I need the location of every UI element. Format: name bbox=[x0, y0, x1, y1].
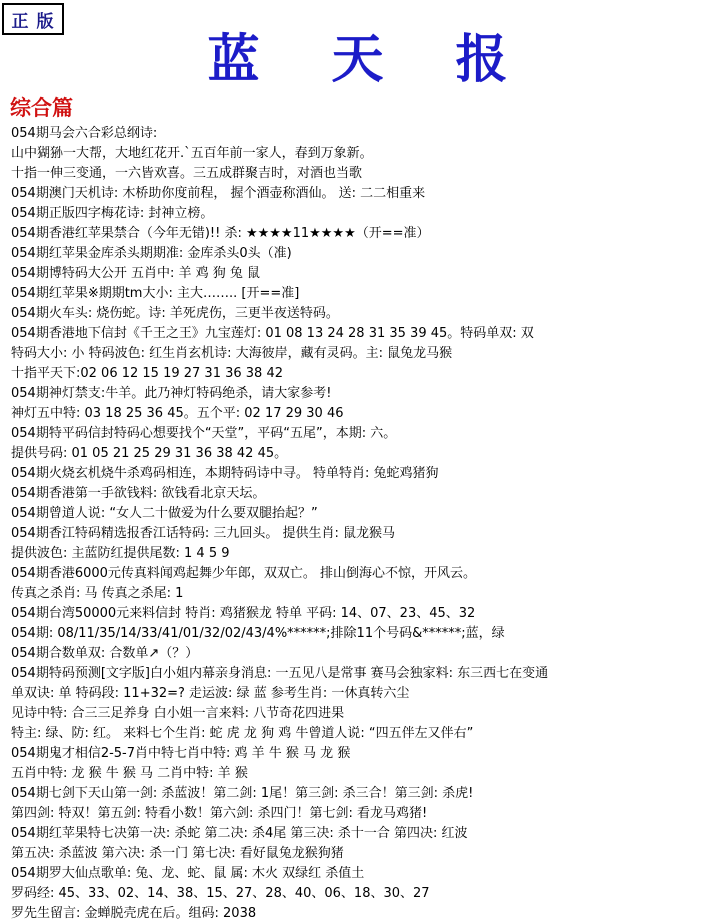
text-line: 单双诀: 单 特码段: 11+32=? 走运波: 绿 蓝 参考生肖: 一休真转六尘 bbox=[11, 686, 410, 701]
text-line: 054期红苹果※期期tm大小: 主大…….. [开==准] bbox=[11, 286, 300, 301]
text-line: 054期香港红苹果禁合（今年无错)!! 杀: ★★★★11★★★★（开==准） bbox=[11, 226, 430, 241]
text-line: 054期红苹果金库杀头期期准: 金库杀头0头（准) bbox=[11, 246, 292, 261]
text-line: 054期罗大仙点歌单: 兔、龙、蛇、鼠 属: 木火 双绿红 杀值土 bbox=[11, 866, 365, 881]
text-line: 054期火烧玄机烧牛杀鸡码相连，本期特码诗中寻。 特单特肖: 兔蛇鸡猪狗 bbox=[11, 466, 439, 481]
text-line: 054期香江特码精选报香江话特码: 三九回头。 提供生肖: 鼠龙猴马 bbox=[11, 526, 395, 541]
text-line: 054期香港第一手欲钱料: 欲钱看北京天坛。 bbox=[11, 486, 266, 501]
text-line: 054期七剑下天山第一剑: 杀蓝波！第二剑: 1尾！第三剑: 杀三合！第三剑: 杀虎! bbox=[11, 786, 474, 801]
text-line: 神灯五中特: 03 18 25 36 45。五个平: 02 17 29 30 46 bbox=[11, 406, 344, 421]
text-line: 提供号码: 01 05 21 25 29 31 36 38 42 45。 bbox=[11, 446, 288, 461]
text-line: 第四剑: 特双！第五剑: 特看小数！第六剑: 杀四门！第七剑: 看龙马鸡猪! bbox=[11, 806, 428, 821]
text-line: 见诗中特: 合三三足养身 白小姐一言来料: 八节奇花四进果 bbox=[11, 706, 345, 721]
authentic-badge: 正 版 bbox=[2, 3, 64, 35]
text-line: 罗码经: 45、33、02、14、38、15、27、28、40、06、18、30、27 bbox=[11, 886, 430, 901]
text-line: 054期曾道人说: “女人二十做爱为什么要双腿抬起？” bbox=[11, 506, 318, 521]
text-line: 第五决: 杀蓝波 第六决: 杀一门 第七决: 看好鼠兔龙猴狗猪 bbox=[11, 846, 344, 861]
text-line: 054期香港地下信封《千王之王》九宝莲灯: 01 08 13 24 28 31 35 39 45。特码单双: 双 bbox=[11, 326, 534, 341]
content-lines bbox=[11, 124, 711, 924]
text-line: 054期博特码大公开 五肖中: 羊 鸡 狗 兔 鼠 bbox=[11, 266, 260, 281]
text-line: 十指平天下:02 06 12 15 19 27 31 36 38 42 bbox=[11, 366, 283, 381]
page-title: 蓝天报 bbox=[207, 29, 580, 90]
text-line: 054期澳门天机诗: 木桥助你度前程， 握个酒壶称酒仙。 送: 二二相重来 bbox=[11, 186, 426, 201]
text-line: 054期香港6000元传真料闻鸡起舞少年郎，双双亡。 排山倒海心不惊，开风云。 bbox=[11, 566, 477, 581]
text-line: 054期红苹果特七决第一决: 杀蛇 第二决: 杀4尾 第三决: 杀十一合 第四决: 红波 bbox=[11, 826, 468, 841]
text-line: 五肖中特: 龙 猴 牛 猴 马 二肖中特: 羊 猴 bbox=[11, 766, 248, 781]
text-line: 传真之杀肖: 马 传真之杀尾: 1 bbox=[11, 586, 184, 601]
text-line: 054期特码预测[文字版]白小姐内幕亲身消息: 一五见八是常事 赛马会独家料: 东三西七在变通 bbox=[11, 666, 549, 681]
text-line: 054期鬼才相信2-5-7肖中特七肖中特: 鸡 羊 牛 猴 马 龙 猴 bbox=[11, 746, 351, 761]
text-line: 054期: 08/11/35/14/33/41/01/32/02/43/4%******;排除11个号码&******;蓝，绿 bbox=[11, 626, 505, 641]
text-line: 特主: 绿、防: 红。 来料七个生肖: 蛇 虎 龙 狗 鸡 牛曾道人说: “四五伴左又伴右” bbox=[11, 726, 474, 741]
section-heading: 综合篇 bbox=[10, 95, 73, 120]
text-line: 054期神灯禁支:牛羊。此乃神灯特码绝杀，请大家参考! bbox=[11, 386, 332, 401]
text-line: 罗先生留言: 金蝉脱壳虎在后。组码: 2038 bbox=[11, 906, 257, 921]
text-line: 054期特平码信封特码心想要找个“天堂”，平码“五尾”，本期: 六。 bbox=[11, 426, 397, 441]
text-line: 054期马会六合彩总纲诗: bbox=[11, 126, 158, 141]
text-line: 054期火车头: 烧伤蛇。诗: 羊死虎伤，三更半夜送特码。 bbox=[11, 306, 339, 321]
text-line: 054期台湾50000元来料信封 特肖: 鸡猪猴龙 特单 平码: 14、07、23、45、32 bbox=[11, 606, 476, 621]
text-line: 十指一伸三变通，一六皆欢喜。三五成群聚吉时，对酒也当歌 bbox=[11, 166, 363, 181]
text-line: 特码大小: 小 特码波色: 红生肖玄机诗: 大海彼岸，藏有灵码。主: 鼠兔龙马猴 bbox=[11, 346, 453, 361]
text-line: 提供波色: 主蓝防红提供尾数: 1 4 5 9 bbox=[11, 546, 230, 561]
text-line: 054期正版四字梅花诗: 封神立榜。 bbox=[11, 206, 214, 221]
text-line: 054期合数单双: 合数单↗（？） bbox=[11, 646, 199, 661]
text-line: 山中猢狲一大帮，大地红花开.`五百年前一家人，春到万象新。 bbox=[11, 146, 373, 161]
